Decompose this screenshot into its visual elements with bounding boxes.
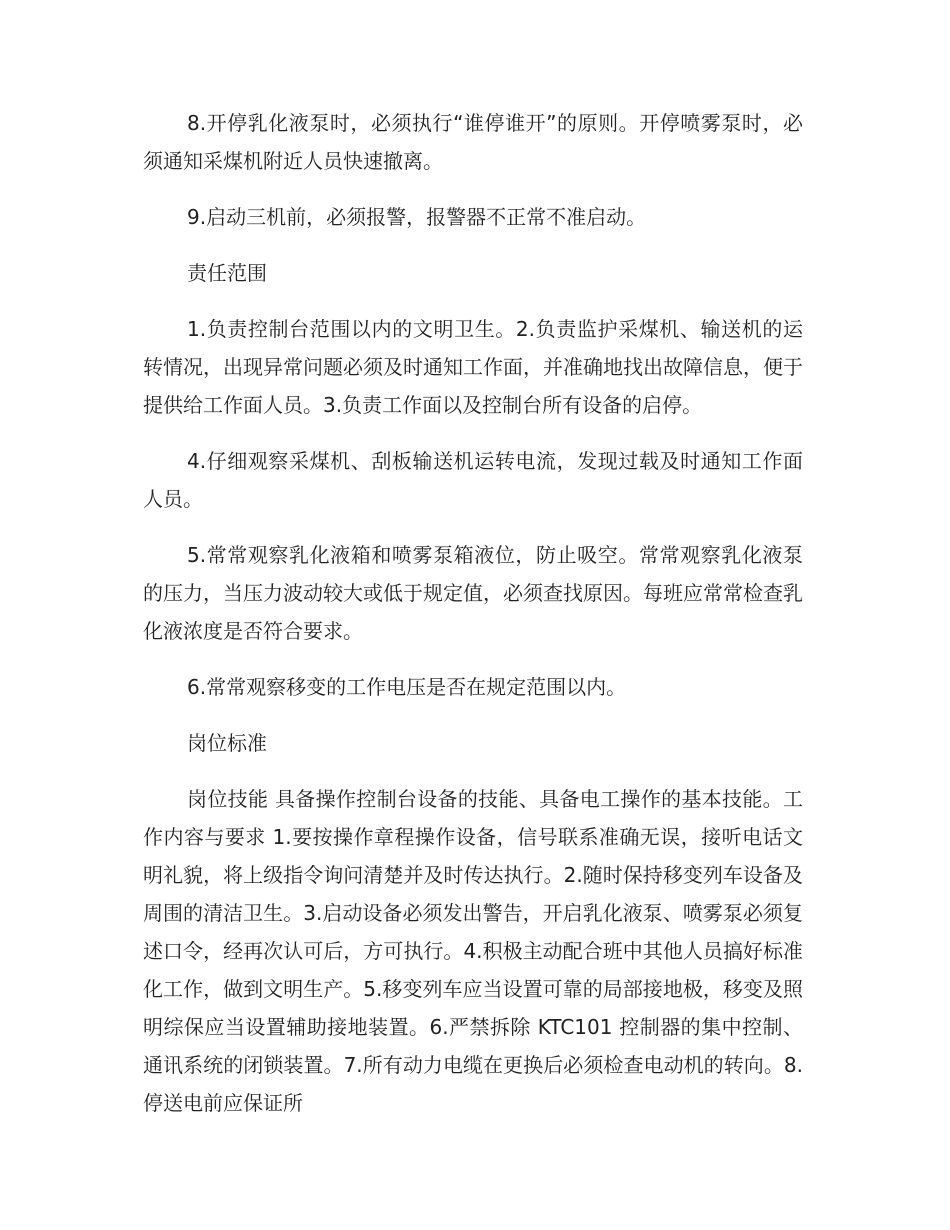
paragraph-three-machines-alarm: 9.启动三机前，必须报警，报警器不正常不准启动。 bbox=[187, 205, 647, 229]
paragraph-post-skills-requirements: 岗位技能 具备操作控制台设备的技能、具备电工操作的基本技能。工作内容与要求 1.要按操作章程操作设备，信号联系准确无误，接听电话文明礼貌，将上级指令询问清楚并及时传达执行。2.随时保持移变列车设备及周围的清洁卫生。3.启动设备必须发出警告，开启乳化液泵、喷雾泵必须复述口令，经再次认可后，方可执行。4.积极主动配合班中其他人员搞好标准化工作，做到文明生产。5.移变列车应当设置可靠的局部接地极，移变及照明综保应当设置辅助接地装置。6.严禁拆除 KTC101 控制器的集中控制、通讯系统的闭锁装置。7.所有动力电缆在更换后必须检查电动机的转向。8.停送电前应保证所 bbox=[143, 787, 803, 1115]
section-heading-responsibility: 责任范围 bbox=[187, 261, 267, 285]
section-heading-post-standard: 岗位标准 bbox=[187, 731, 267, 755]
paragraph-responsibility-5: 5.常常观察乳化液箱和喷雾泵箱液位，防止吸空。常常观察乳化液泵的压力，当压力波动较大或低于规定值，必须查找原因。每班应常常检查乳化液浓度是否符合要求。 bbox=[143, 543, 803, 643]
paragraph-responsibility-6: 6.常常观察移变的工作电压是否在规定范围以内。 bbox=[187, 675, 627, 699]
document-body bbox=[143, 104, 803, 1140]
paragraph-responsibility-1-3: 1.负责控制台范围以内的文明卫生。2.负责监护采煤机、输送机的运转情况，出现异常问题必须及时通知工作面，并准确地找出故障信息，便于提供给工作面人员。3.负责工作面以及控制台所有设备的启停。 bbox=[143, 317, 803, 417]
paragraph-pump-start-stop: 8.开停乳化液泵时，必须执行“谁停谁开”的原则。开停喷雾泵时，必须通知采煤机附近人员快速撤离。 bbox=[143, 111, 803, 173]
paragraph-responsibility-4: 4.仔细观察采煤机、刮板输送机运转电流，发现过载及时通知工作面人员。 bbox=[143, 449, 803, 511]
